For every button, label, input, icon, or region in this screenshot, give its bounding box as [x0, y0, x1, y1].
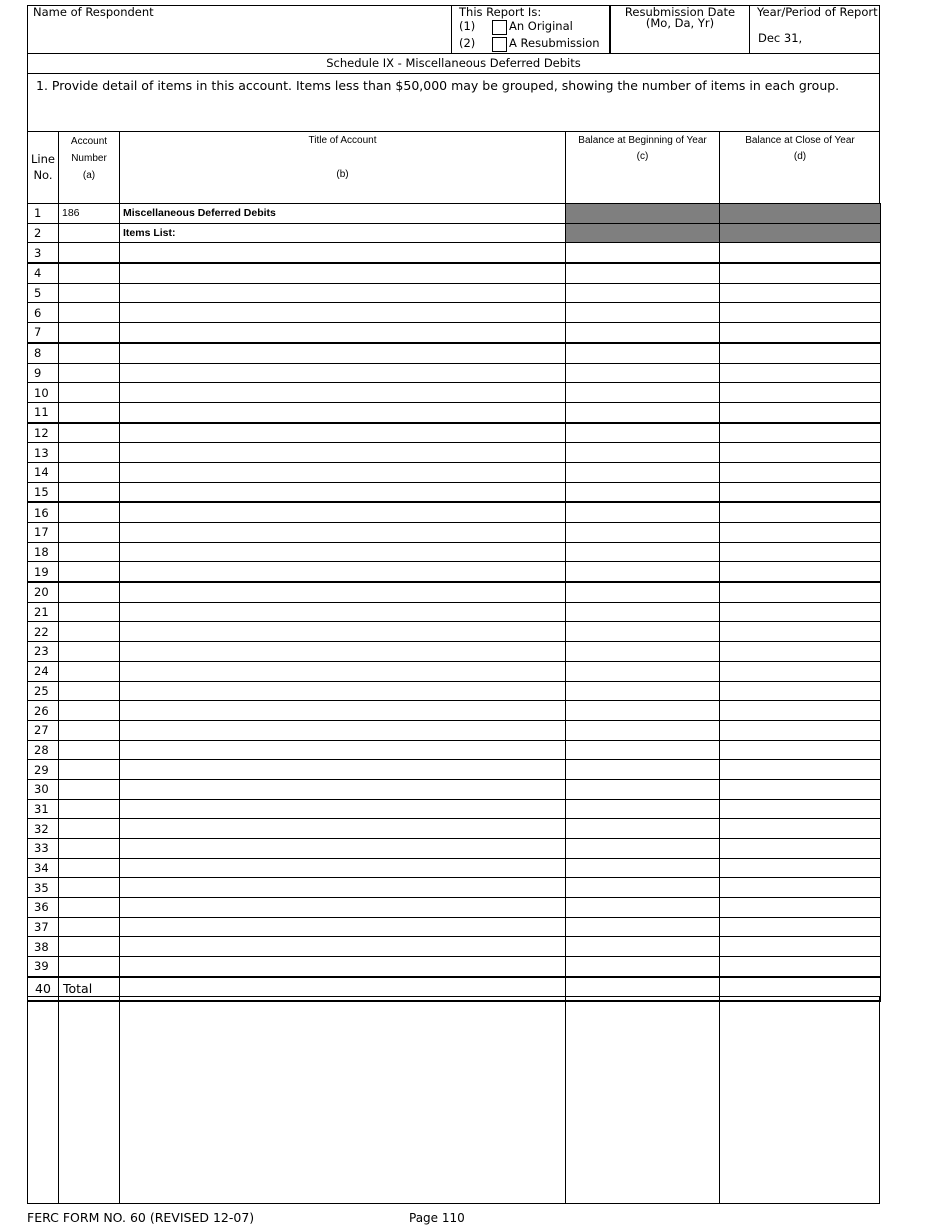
account-number-cell[interactable] — [59, 740, 120, 760]
line-number: 11 — [28, 402, 59, 422]
table-row — [28, 602, 881, 622]
blank-area — [27, 996, 880, 1204]
title-of-account-cell[interactable] — [120, 263, 566, 283]
title-of-account-cell[interactable] — [120, 957, 566, 977]
table-row — [28, 402, 881, 422]
balance-beginning-cell[interactable] — [566, 502, 720, 522]
balance-beginning-cell[interactable] — [566, 642, 720, 662]
account-number-cell[interactable] — [59, 720, 120, 740]
line-number: 36 — [28, 898, 59, 918]
balance-beginning-cell[interactable] — [566, 343, 720, 363]
line-number: 23 — [28, 642, 59, 662]
account-number-cell[interactable] — [59, 898, 120, 918]
balance-close-cell[interactable] — [720, 263, 881, 283]
balance-beginning-cell[interactable] — [566, 383, 720, 403]
title-of-account-cell[interactable] — [120, 303, 566, 323]
col-close-label — [720, 133, 880, 165]
balance-close-cell[interactable] — [720, 383, 881, 403]
line-number: 39 — [28, 957, 59, 977]
line-number: 40 — [28, 977, 59, 1001]
balance-beginning-cell — [566, 223, 720, 243]
title-of-account-cell[interactable] — [120, 681, 566, 701]
balance-beginning-cell[interactable] — [566, 562, 720, 582]
balance-close-cell — [720, 204, 881, 224]
resubmission-date-label: Resubmission Date — [624, 5, 736, 19]
balance-close-cell — [720, 223, 881, 243]
balance-close-cell[interactable] — [720, 878, 881, 898]
col-begin-1: Balance at Beginning of Year — [578, 135, 707, 146]
account-number-cell[interactable] — [59, 582, 120, 602]
balance-close-cell[interactable] — [720, 760, 881, 780]
table-row — [28, 582, 881, 602]
resubmission-checkbox[interactable] — [492, 37, 507, 52]
balance-close-cell[interactable] — [720, 502, 881, 522]
option-original-label: An Original — [509, 19, 573, 33]
col-account-1: Account — [70, 136, 108, 147]
table-row — [28, 799, 881, 819]
account-number-cell[interactable] — [59, 799, 120, 819]
balance-close-cell[interactable] — [720, 343, 881, 363]
account-number-cell[interactable] — [59, 878, 120, 898]
balance-beginning-cell[interactable] — [566, 858, 720, 878]
col-title-label — [120, 133, 565, 183]
balance-close-cell[interactable] — [720, 799, 881, 819]
title-of-account-cell[interactable] — [120, 740, 566, 760]
instruction-text: 1. Provide detail of items in this account. Items less than $50,000 may be grouped, showing the number of items in each group. — [36, 78, 840, 93]
account-number-cell[interactable] — [59, 957, 120, 977]
account-number-cell[interactable] — [59, 502, 120, 522]
balance-beginning-cell[interactable] — [566, 622, 720, 642]
balance-close-cell[interactable] — [720, 898, 881, 918]
account-number-cell[interactable] — [59, 462, 120, 482]
table-row — [28, 701, 881, 721]
table-row — [28, 204, 881, 224]
balance-beginning-cell — [566, 204, 720, 224]
account-number-cell[interactable] — [59, 423, 120, 443]
table-row — [28, 502, 881, 522]
schedule-title-text: Schedule IX - Miscellaneous Deferred Debits — [326, 56, 581, 70]
title-of-account-cell[interactable] — [120, 720, 566, 740]
account-number-cell[interactable] — [59, 642, 120, 662]
balance-close-cell[interactable] — [720, 681, 881, 701]
title-of-account-cell[interactable] — [120, 243, 566, 263]
account-number-cell[interactable] — [59, 779, 120, 799]
title-of-account-cell[interactable]: Items List: — [120, 223, 566, 243]
account-number-cell[interactable] — [59, 303, 120, 323]
period-value: Dec 31, — [758, 31, 803, 45]
line-number: 5 — [28, 283, 59, 303]
title-of-account-cell[interactable] — [120, 917, 566, 937]
account-number-cell[interactable] — [59, 937, 120, 957]
title-of-account-cell[interactable] — [120, 760, 566, 780]
balance-beginning-cell[interactable] — [566, 423, 720, 443]
table-row — [28, 878, 881, 898]
table-row — [28, 779, 881, 799]
table-row — [28, 443, 881, 463]
line-number: 37 — [28, 917, 59, 937]
table-row — [28, 423, 881, 443]
title-of-account-cell[interactable] — [120, 523, 566, 543]
balance-close-cell[interactable] — [720, 303, 881, 323]
account-number-cell[interactable] — [59, 819, 120, 839]
line-number: 16 — [28, 502, 59, 522]
page-number: Page 110 — [409, 1211, 465, 1225]
title-of-account-cell[interactable] — [120, 779, 566, 799]
title-of-account-cell[interactable] — [120, 482, 566, 502]
table-row — [28, 681, 881, 701]
table-row — [28, 839, 881, 859]
account-number-cell[interactable] — [59, 323, 120, 343]
balance-close-cell[interactable] — [720, 957, 881, 977]
title-of-account-cell[interactable] — [120, 701, 566, 721]
line-number: 1 — [28, 204, 59, 224]
account-number-cell[interactable] — [59, 661, 120, 681]
title-of-account-cell[interactable]: Miscellaneous Deferred Debits — [120, 204, 566, 224]
table-row — [28, 462, 881, 482]
balance-close-cell[interactable] — [720, 243, 881, 263]
balance-beginning-cell[interactable] — [566, 839, 720, 859]
table-row — [28, 898, 881, 918]
table-row — [28, 720, 881, 740]
table-row — [28, 917, 881, 937]
balance-close-cell[interactable] — [720, 701, 881, 721]
header-divider-1 — [451, 5, 452, 54]
account-number-cell[interactable] — [59, 283, 120, 303]
account-number-cell[interactable] — [59, 839, 120, 859]
balance-close-cell[interactable] — [720, 819, 881, 839]
balance-close-cell[interactable] — [720, 839, 881, 859]
table-row — [28, 642, 881, 662]
account-number-cell[interactable] — [59, 243, 120, 263]
balance-beginning-cell[interactable] — [566, 661, 720, 681]
account-number-cell[interactable] — [59, 701, 120, 721]
respondent-label: Name of Respondent — [33, 5, 154, 19]
table-row — [28, 363, 881, 383]
table-row — [28, 858, 881, 878]
balance-close-cell[interactable] — [720, 482, 881, 502]
line-number: 18 — [28, 542, 59, 562]
account-number-cell[interactable] — [59, 858, 120, 878]
total-label: Total — [59, 977, 120, 1001]
items-table-body — [28, 204, 881, 1001]
line-number: 28 — [28, 740, 59, 760]
col-line-label — [28, 151, 58, 183]
account-number-cell[interactable] — [59, 602, 120, 622]
line-number: 19 — [28, 562, 59, 582]
balance-beginning-cell[interactable] — [566, 283, 720, 303]
line-number: 17 — [28, 523, 59, 543]
table-row — [28, 957, 881, 977]
balance-close-cell[interactable] — [720, 443, 881, 463]
header-divider-3 — [749, 5, 750, 54]
col-close-2: (d) — [793, 151, 807, 162]
balance-beginning-cell[interactable] — [566, 681, 720, 701]
balance-beginning-cell[interactable] — [566, 799, 720, 819]
balance-beginning-cell[interactable] — [566, 898, 720, 918]
line-number: 31 — [28, 799, 59, 819]
balance-beginning-cell[interactable] — [566, 701, 720, 721]
line-number: 38 — [28, 937, 59, 957]
blank-col-div-3 — [565, 996, 566, 1204]
line-number: 25 — [28, 681, 59, 701]
balance-close-cell[interactable] — [720, 462, 881, 482]
table-row — [28, 283, 881, 303]
balance-beginning-cell[interactable] — [566, 523, 720, 543]
table-row — [28, 243, 881, 263]
table-row — [28, 661, 881, 681]
line-number: 4 — [28, 263, 59, 283]
col-begin-label — [566, 133, 719, 165]
title-of-account-cell[interactable] — [120, 898, 566, 918]
line-number: 24 — [28, 661, 59, 681]
balance-beginning-cell[interactable] — [566, 819, 720, 839]
title-of-account-cell[interactable] — [120, 423, 566, 443]
period-label: Year/Period of Report — [757, 5, 878, 19]
title-of-account-cell[interactable] — [120, 839, 566, 859]
balance-beginning-cell[interactable] — [566, 740, 720, 760]
table-row — [28, 562, 881, 582]
title-of-account-cell[interactable] — [120, 937, 566, 957]
table-row — [28, 303, 881, 323]
title-of-account-cell[interactable] — [120, 283, 566, 303]
balance-beginning-cell[interactable] — [566, 878, 720, 898]
account-number-cell[interactable]: 186 — [59, 204, 120, 224]
account-number-cell[interactable] — [59, 681, 120, 701]
line-number: 14 — [28, 462, 59, 482]
line-number: 9 — [28, 363, 59, 383]
original-checkbox[interactable] — [492, 20, 507, 35]
balance-beginning-cell[interactable] — [566, 303, 720, 323]
balance-beginning-cell[interactable] — [566, 323, 720, 343]
table-row — [28, 323, 881, 343]
title-of-account-cell[interactable] — [120, 562, 566, 582]
balance-close-cell[interactable] — [720, 602, 881, 622]
col-title-1: Title of Account — [308, 135, 377, 146]
option-original-num: (1) — [459, 19, 476, 33]
balance-beginning-cell[interactable] — [566, 760, 720, 780]
col-close-1: Balance at Close of Year — [745, 135, 855, 146]
line-number: 30 — [28, 779, 59, 799]
account-number-cell[interactable] — [59, 622, 120, 642]
balance-close-cell[interactable] — [720, 622, 881, 642]
title-of-account-cell[interactable] — [120, 622, 566, 642]
items-table — [27, 203, 881, 1002]
form-number: FERC FORM NO. 60 (REVISED 12-07) — [27, 1210, 255, 1225]
balance-close-cell[interactable] — [720, 323, 881, 343]
account-number-cell[interactable] — [59, 443, 120, 463]
balance-close-cell[interactable] — [720, 858, 881, 878]
balance-close-cell[interactable] — [720, 582, 881, 602]
col-account-2: Number — [71, 153, 107, 164]
balance-beginning-cell[interactable] — [566, 602, 720, 622]
instruction-box — [27, 73, 880, 132]
line-number: 10 — [28, 383, 59, 403]
title-of-account-cell[interactable] — [120, 642, 566, 662]
title-of-account-cell[interactable] — [120, 383, 566, 403]
col-no-text: No. — [33, 168, 53, 182]
title-of-account-cell[interactable] — [120, 363, 566, 383]
title-of-account-cell[interactable] — [120, 542, 566, 562]
line-number: 20 — [28, 582, 59, 602]
account-number-cell[interactable] — [59, 343, 120, 363]
table-row — [28, 523, 881, 543]
table-row — [28, 542, 881, 562]
line-number: 32 — [28, 819, 59, 839]
title-of-account-cell[interactable] — [120, 878, 566, 898]
balance-close-cell[interactable] — [720, 740, 881, 760]
table-row — [28, 383, 881, 403]
resubmission-date-format: (Mo, Da, Yr) — [645, 16, 715, 30]
table-row — [28, 223, 881, 243]
account-number-cell[interactable] — [59, 363, 120, 383]
account-number-cell[interactable] — [59, 523, 120, 543]
balance-close-cell[interactable] — [720, 363, 881, 383]
title-of-account-cell[interactable] — [120, 402, 566, 422]
line-number: 33 — [28, 839, 59, 859]
option-resubmission-num: (2) — [459, 36, 476, 50]
table-row — [28, 343, 881, 363]
title-of-account-cell[interactable] — [120, 323, 566, 343]
title-of-account-cell[interactable] — [120, 343, 566, 363]
col-account-label — [59, 133, 119, 184]
balance-beginning-cell[interactable] — [566, 779, 720, 799]
title-of-account-cell[interactable] — [120, 602, 566, 622]
title-of-account-cell[interactable] — [120, 661, 566, 681]
balance-beginning-cell[interactable] — [566, 917, 720, 937]
table-row — [28, 622, 881, 642]
title-of-account-cell[interactable] — [120, 858, 566, 878]
balance-close-cell[interactable] — [720, 720, 881, 740]
table-row — [28, 819, 881, 839]
balance-beginning-cell[interactable] — [566, 720, 720, 740]
balance-close-cell[interactable] — [720, 661, 881, 681]
balance-close-cell[interactable] — [720, 937, 881, 957]
balance-beginning-cell[interactable] — [566, 542, 720, 562]
balance-close-cell[interactable] — [720, 283, 881, 303]
balance-beginning-cell[interactable] — [566, 462, 720, 482]
account-number-cell[interactable] — [59, 482, 120, 502]
line-number: 35 — [28, 878, 59, 898]
line-number: 26 — [28, 701, 59, 721]
balance-beginning-cell[interactable] — [566, 363, 720, 383]
account-number-cell[interactable] — [59, 402, 120, 422]
balance-close-cell[interactable] — [720, 542, 881, 562]
title-of-account-cell[interactable] — [120, 799, 566, 819]
table-row — [28, 482, 881, 502]
balance-close-cell[interactable] — [720, 917, 881, 937]
balance-beginning-cell[interactable] — [566, 957, 720, 977]
account-number-cell[interactable] — [59, 917, 120, 937]
account-number-cell[interactable] — [59, 542, 120, 562]
balance-beginning-cell[interactable] — [566, 443, 720, 463]
col-begin-2: (c) — [636, 151, 649, 162]
account-number-cell[interactable] — [59, 223, 120, 243]
col-account-3: (a) — [82, 170, 96, 181]
balance-close-cell[interactable] — [720, 642, 881, 662]
option-resubmission-label: A Resubmission — [509, 36, 600, 50]
blank-col-div-1 — [58, 996, 59, 1204]
line-number: 15 — [28, 482, 59, 502]
balance-beginning-cell[interactable] — [566, 582, 720, 602]
line-number: 21 — [28, 602, 59, 622]
report-is-label: This Report Is: — [459, 5, 542, 19]
balance-beginning-cell[interactable] — [566, 937, 720, 957]
line-number: 27 — [28, 720, 59, 740]
title-of-account-cell[interactable] — [120, 443, 566, 463]
title-of-account-cell[interactable] — [120, 819, 566, 839]
balance-close-cell[interactable] — [720, 523, 881, 543]
schedule-title — [27, 53, 880, 74]
balance-beginning-cell[interactable] — [566, 263, 720, 283]
balance-beginning-cell[interactable] — [566, 482, 720, 502]
line-number: 34 — [28, 858, 59, 878]
balance-beginning-cell[interactable] — [566, 243, 720, 263]
line-number: 3 — [28, 243, 59, 263]
blank-col-div-2 — [119, 996, 120, 1204]
balance-close-cell[interactable] — [720, 562, 881, 582]
balance-beginning-cell[interactable] — [566, 402, 720, 422]
line-number: 8 — [28, 343, 59, 363]
col-title-2: (b) — [336, 169, 349, 180]
line-number: 2 — [28, 223, 59, 243]
table-row — [28, 937, 881, 957]
balance-close-cell[interactable] — [720, 423, 881, 443]
title-of-account-cell[interactable] — [120, 462, 566, 482]
account-number-cell[interactable] — [59, 562, 120, 582]
line-number: 6 — [28, 303, 59, 323]
title-of-account-cell[interactable] — [120, 582, 566, 602]
line-number: 22 — [28, 622, 59, 642]
col-line-text: Line — [31, 152, 55, 166]
table-row — [28, 740, 881, 760]
header-box — [27, 5, 880, 54]
balance-close-cell[interactable] — [720, 779, 881, 799]
account-number-cell[interactable] — [59, 383, 120, 403]
line-number: 13 — [28, 443, 59, 463]
account-number-cell[interactable] — [59, 263, 120, 283]
line-number: 12 — [28, 423, 59, 443]
table-row — [28, 263, 881, 283]
line-number: 7 — [28, 323, 59, 343]
blank-col-div-4 — [719, 996, 720, 1204]
line-number: 29 — [28, 760, 59, 780]
title-of-account-cell[interactable] — [120, 502, 566, 522]
table-row — [28, 760, 881, 780]
account-number-cell[interactable] — [59, 760, 120, 780]
balance-close-cell[interactable] — [720, 402, 881, 422]
